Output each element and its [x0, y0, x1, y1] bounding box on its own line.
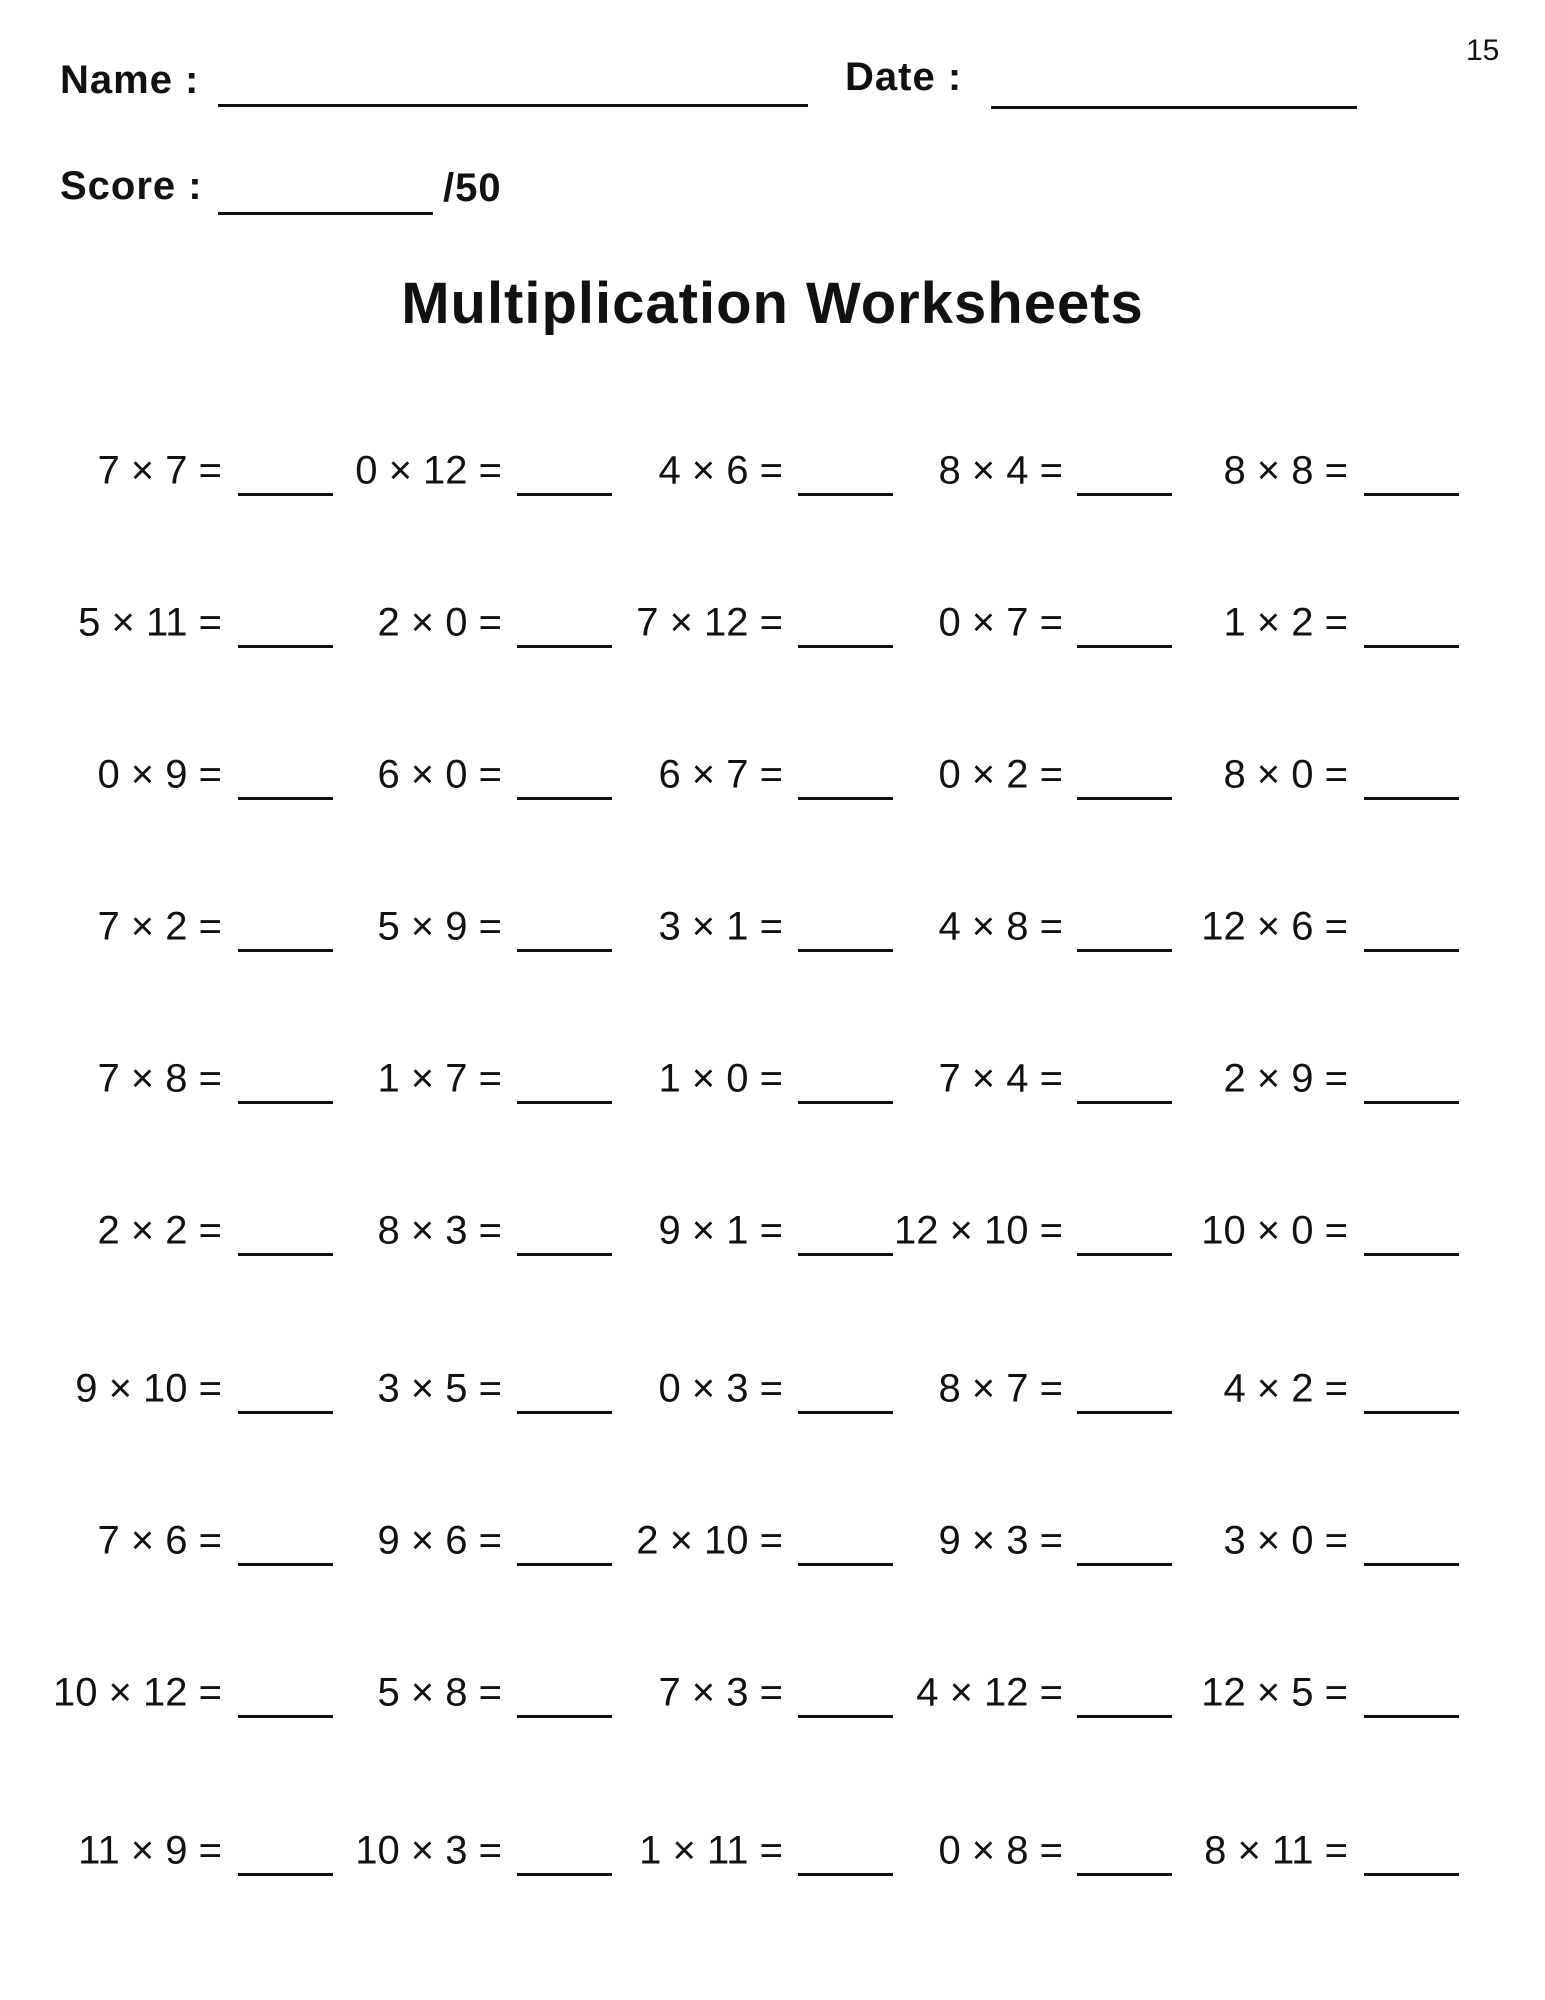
problem-text: 8 × 8 =	[1223, 448, 1348, 493]
name-field[interactable]	[218, 104, 808, 107]
problem-text: 8 × 0 =	[1223, 752, 1348, 797]
problem-text: 7 × 2 =	[97, 904, 222, 949]
problem-text: 1 × 0 =	[658, 1056, 783, 1101]
problem-text: 3 × 5 =	[377, 1366, 502, 1411]
answer-blank[interactable]	[238, 949, 333, 952]
answer-blank[interactable]	[798, 949, 893, 952]
answer-blank[interactable]	[1077, 797, 1172, 800]
problem-text: 11 × 9 =	[78, 1828, 222, 1873]
answer-blank[interactable]	[798, 1253, 893, 1256]
score-field[interactable]	[218, 212, 433, 215]
problem-text: 8 × 7 =	[938, 1366, 1063, 1411]
problem-text: 0 × 8 =	[938, 1828, 1063, 1873]
answer-blank[interactable]	[1364, 1253, 1459, 1256]
answer-blank[interactable]	[1077, 1411, 1172, 1414]
date-field[interactable]	[991, 106, 1357, 109]
problem-text: 9 × 3 =	[938, 1518, 1063, 1563]
problem-text: 12 × 5 =	[1201, 1670, 1348, 1715]
answer-blank[interactable]	[238, 493, 333, 496]
problem-text: 9 × 6 =	[377, 1518, 502, 1563]
problem-text: 0 × 3 =	[658, 1366, 783, 1411]
problem-text: 5 × 9 =	[377, 904, 502, 949]
answer-blank[interactable]	[1077, 1101, 1172, 1104]
answer-blank[interactable]	[517, 645, 612, 648]
problem-text: 10 × 0 =	[1201, 1208, 1348, 1253]
answer-blank[interactable]	[517, 1873, 612, 1876]
answer-blank[interactable]	[798, 797, 893, 800]
answer-blank[interactable]	[517, 1411, 612, 1414]
problem-text: 7 × 12 =	[636, 600, 783, 645]
answer-blank[interactable]	[1077, 1873, 1172, 1876]
problem-text: 5 × 8 =	[377, 1670, 502, 1715]
problem-text: 9 × 1 =	[658, 1208, 783, 1253]
problem-text: 2 × 9 =	[1223, 1056, 1348, 1101]
answer-blank[interactable]	[238, 797, 333, 800]
answer-blank[interactable]	[517, 1715, 612, 1718]
answer-blank[interactable]	[798, 1101, 893, 1104]
problem-text: 9 × 10 =	[75, 1366, 222, 1411]
problem-text: 2 × 2 =	[97, 1208, 222, 1253]
answer-blank[interactable]	[517, 1101, 612, 1104]
problem-text: 0 × 7 =	[938, 600, 1063, 645]
problem-text: 3 × 0 =	[1223, 1518, 1348, 1563]
problem-text: 6 × 7 =	[658, 752, 783, 797]
answer-blank[interactable]	[1077, 645, 1172, 648]
problem-text: 1 × 7 =	[377, 1056, 502, 1101]
problem-text: 2 × 0 =	[377, 600, 502, 645]
problem-text: 1 × 2 =	[1223, 600, 1348, 645]
problem-text: 3 × 1 =	[658, 904, 783, 949]
score-label: Score :	[60, 164, 203, 208]
answer-blank[interactable]	[517, 797, 612, 800]
answer-blank[interactable]	[798, 1873, 893, 1876]
problem-text: 6 × 0 =	[377, 752, 502, 797]
answer-blank[interactable]	[517, 1253, 612, 1256]
problem-text: 4 × 6 =	[658, 448, 783, 493]
problem-text: 12 × 6 =	[1201, 904, 1348, 949]
answer-blank[interactable]	[798, 1411, 893, 1414]
answer-blank[interactable]	[1364, 1873, 1459, 1876]
problem-text: 4 × 8 =	[938, 904, 1063, 949]
answer-blank[interactable]	[798, 493, 893, 496]
answer-blank[interactable]	[798, 1563, 893, 1566]
answer-blank[interactable]	[238, 1101, 333, 1104]
answer-blank[interactable]	[1077, 493, 1172, 496]
answer-blank[interactable]	[238, 1253, 333, 1256]
problem-text: 0 × 12 =	[355, 448, 502, 493]
problem-text: 10 × 3 =	[355, 1828, 502, 1873]
date-label: Date :	[845, 55, 963, 99]
answer-blank[interactable]	[517, 493, 612, 496]
problem-text: 5 × 11 =	[78, 600, 222, 645]
answer-blank[interactable]	[1077, 1563, 1172, 1566]
problem-text: 12 × 10 =	[893, 1208, 1063, 1253]
answer-blank[interactable]	[798, 1715, 893, 1718]
problem-text: 2 × 10 =	[636, 1518, 783, 1563]
answer-blank[interactable]	[798, 645, 893, 648]
problem-text: 7 × 7 =	[97, 448, 222, 493]
score-total: /50	[443, 166, 502, 210]
answer-blank[interactable]	[1364, 1411, 1459, 1414]
problem-text: 1 × 11 =	[639, 1828, 783, 1873]
answer-blank[interactable]	[238, 645, 333, 648]
page-title: Multiplication Worksheets	[401, 271, 1144, 336]
page-number: 15	[1466, 34, 1500, 67]
problem-text: 8 × 3 =	[377, 1208, 502, 1253]
name-label: Name :	[60, 58, 200, 102]
problem-text: 0 × 9 =	[97, 752, 222, 797]
answer-blank[interactable]	[517, 1563, 612, 1566]
problem-text: 7 × 4 =	[938, 1056, 1063, 1101]
answer-blank[interactable]	[1077, 1715, 1172, 1718]
problem-text: 8 × 11 =	[1204, 1828, 1348, 1873]
answer-blank[interactable]	[1364, 797, 1459, 800]
problem-text: 7 × 3 =	[658, 1670, 783, 1715]
answer-blank[interactable]	[238, 1873, 333, 1876]
answer-blank[interactable]	[1077, 1253, 1172, 1256]
answer-blank[interactable]	[517, 949, 612, 952]
problem-text: 8 × 4 =	[938, 448, 1063, 493]
answer-blank[interactable]	[1364, 1101, 1459, 1104]
answer-blank[interactable]	[238, 1715, 333, 1718]
problem-text: 4 × 2 =	[1223, 1366, 1348, 1411]
problem-text: 4 × 12 =	[916, 1670, 1063, 1715]
problem-text: 10 × 12 =	[52, 1670, 222, 1715]
answer-blank[interactable]	[1364, 949, 1459, 952]
problem-text: 0 × 2 =	[938, 752, 1063, 797]
answer-blank[interactable]	[1364, 1563, 1459, 1566]
answer-blank[interactable]	[1077, 949, 1172, 952]
answer-blank[interactable]	[1364, 645, 1459, 648]
answer-blank[interactable]	[1364, 493, 1459, 496]
problem-text: 7 × 8 =	[97, 1056, 222, 1101]
answer-blank[interactable]	[238, 1411, 333, 1414]
answer-blank[interactable]	[238, 1563, 333, 1566]
problem-text: 7 × 6 =	[97, 1518, 222, 1563]
answer-blank[interactable]	[1364, 1715, 1459, 1718]
